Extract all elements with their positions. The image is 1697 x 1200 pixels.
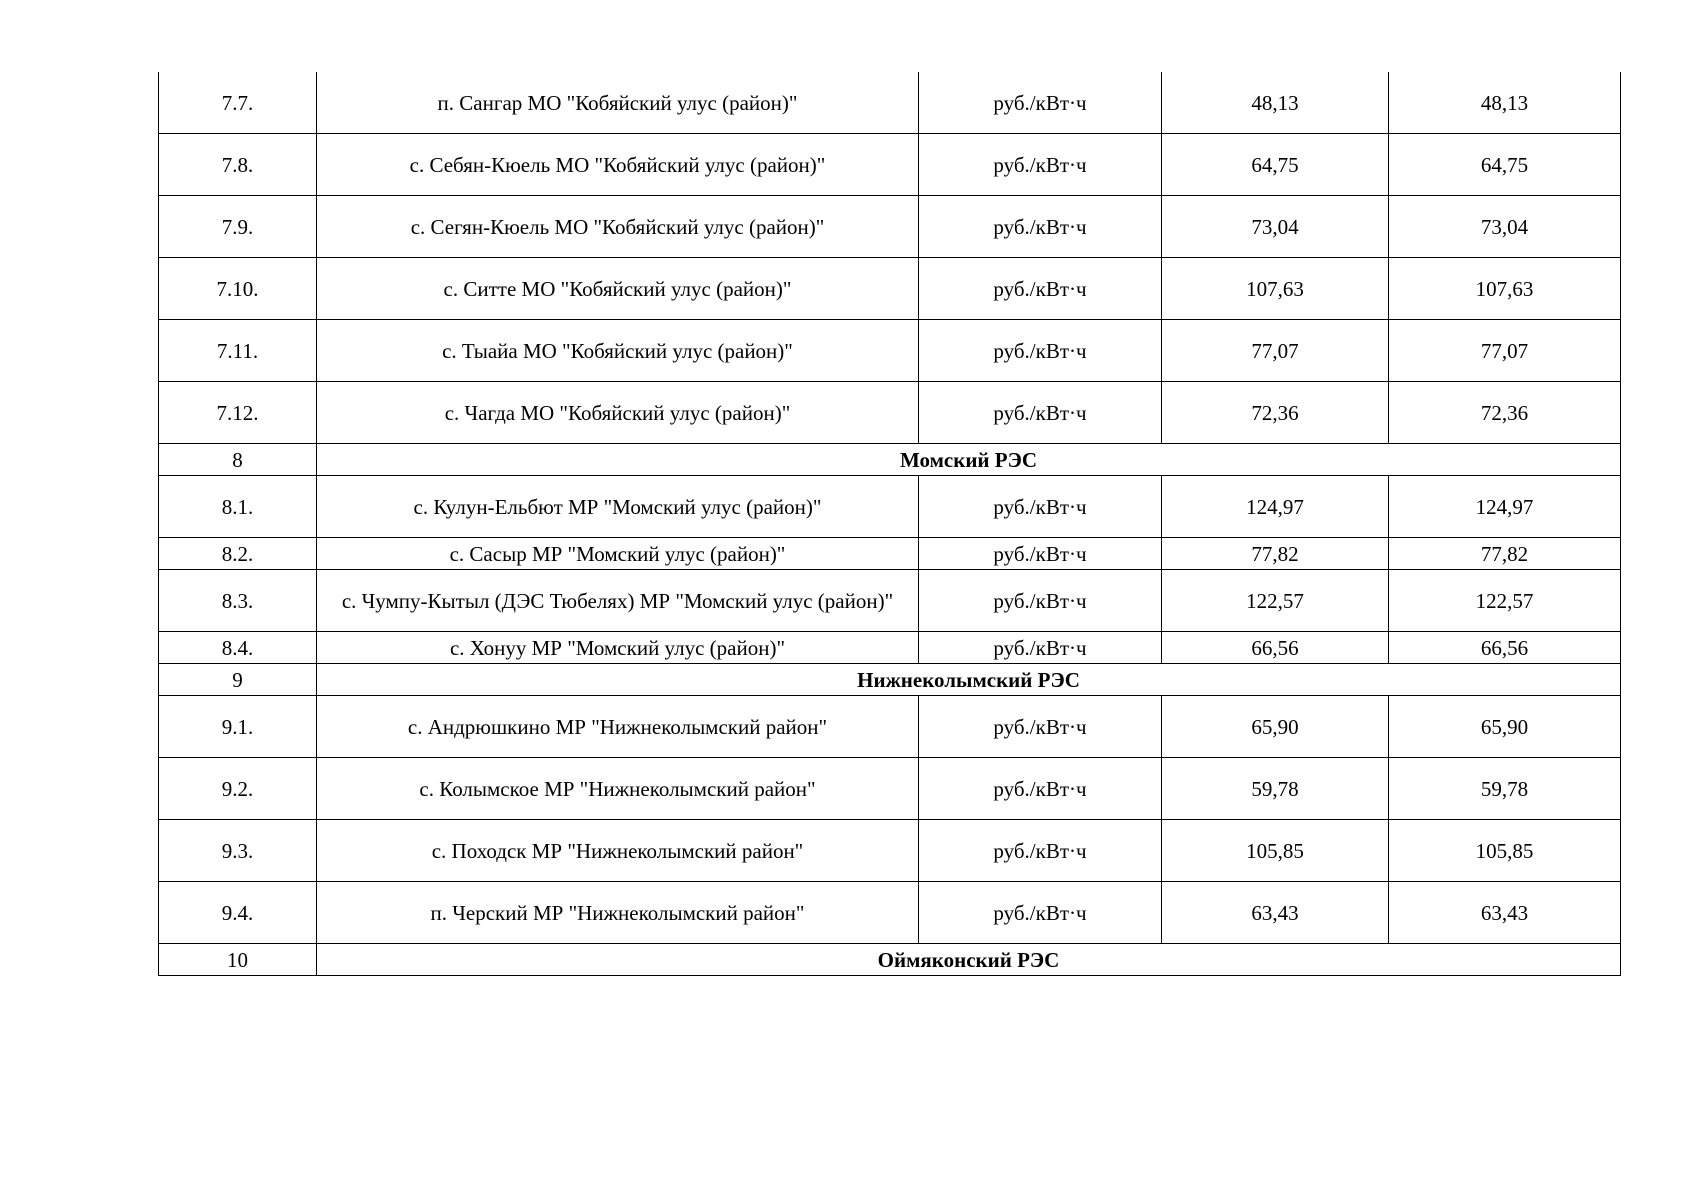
tariff-table bbox=[158, 72, 1621, 976]
unit-cell: руб./кВт·ч bbox=[919, 382, 1162, 444]
tariff-table-body bbox=[159, 72, 1621, 976]
row-number: 7.10. bbox=[159, 258, 317, 320]
unit-cell: руб./кВт·ч bbox=[919, 134, 1162, 196]
tariff-value-1: 65,90 bbox=[1162, 696, 1389, 758]
row-number: 8.1. bbox=[159, 476, 317, 538]
unit-cell: руб./кВт·ч bbox=[919, 696, 1162, 758]
locality-name: с. Андрюшкино МР "Нижнеколымский район" bbox=[317, 696, 919, 758]
table-row bbox=[159, 820, 1621, 882]
unit-cell: руб./кВт·ч bbox=[919, 632, 1162, 664]
tariff-value-2: 105,85 bbox=[1389, 820, 1621, 882]
table-row bbox=[159, 570, 1621, 632]
unit-cell: руб./кВт·ч bbox=[919, 476, 1162, 538]
row-number: 9.1. bbox=[159, 696, 317, 758]
unit-cell: руб./кВт·ч bbox=[919, 758, 1162, 820]
tariff-value-2: 65,90 bbox=[1389, 696, 1621, 758]
locality-name: п. Сангар МО "Кобяйский улус (район)" bbox=[317, 72, 919, 134]
tariff-value-2: 73,04 bbox=[1389, 196, 1621, 258]
table-row bbox=[159, 476, 1621, 538]
section-row bbox=[159, 444, 1621, 476]
locality-name: с. Сасыр МР "Момский улус (район)" bbox=[317, 538, 919, 570]
tariff-value-1: 105,85 bbox=[1162, 820, 1389, 882]
section-title: Оймяконский РЭС bbox=[317, 944, 1621, 976]
row-number: 8.2. bbox=[159, 538, 317, 570]
table-row bbox=[159, 196, 1621, 258]
unit-cell: руб./кВт·ч bbox=[919, 820, 1162, 882]
row-number: 9.4. bbox=[159, 882, 317, 944]
table-row bbox=[159, 382, 1621, 444]
tariff-value-2: 64,75 bbox=[1389, 134, 1621, 196]
table-row bbox=[159, 882, 1621, 944]
locality-name: с. Хонуу МР "Момский улус (район)" bbox=[317, 632, 919, 664]
tariff-value-1: 64,75 bbox=[1162, 134, 1389, 196]
unit-cell: руб./кВт·ч bbox=[919, 196, 1162, 258]
locality-name: с. Сегян-Кюель МО "Кобяйский улус (район)" bbox=[317, 196, 919, 258]
locality-name: с. Чагда МО "Кобяйский улус (район)" bbox=[317, 382, 919, 444]
tariff-value-1: 122,57 bbox=[1162, 570, 1389, 632]
tariff-value-2: 63,43 bbox=[1389, 882, 1621, 944]
row-number: 8.4. bbox=[159, 632, 317, 664]
table-row bbox=[159, 320, 1621, 382]
row-number: 7.9. bbox=[159, 196, 317, 258]
tariff-value-1: 73,04 bbox=[1162, 196, 1389, 258]
tariff-value-1: 77,07 bbox=[1162, 320, 1389, 382]
tariff-value-2: 59,78 bbox=[1389, 758, 1621, 820]
locality-name: с. Кулун-Ельбют МР "Момский улус (район)" bbox=[317, 476, 919, 538]
section-row bbox=[159, 664, 1621, 696]
unit-cell: руб./кВт·ч bbox=[919, 882, 1162, 944]
locality-name: п. Черский МР "Нижнеколымский район" bbox=[317, 882, 919, 944]
tariff-value-2: 107,63 bbox=[1389, 258, 1621, 320]
locality-name: с. Колымское МР "Нижнеколымский район" bbox=[317, 758, 919, 820]
table-row bbox=[159, 758, 1621, 820]
tariff-value-1: 59,78 bbox=[1162, 758, 1389, 820]
tariff-value-1: 107,63 bbox=[1162, 258, 1389, 320]
table-row bbox=[159, 72, 1621, 134]
table-row bbox=[159, 134, 1621, 196]
tariff-value-2: 122,57 bbox=[1389, 570, 1621, 632]
table-row bbox=[159, 632, 1621, 664]
tariff-value-1: 48,13 bbox=[1162, 72, 1389, 134]
unit-cell: руб./кВт·ч bbox=[919, 570, 1162, 632]
locality-name: с. Походск МР "Нижнеколымский район" bbox=[317, 820, 919, 882]
section-number: 9 bbox=[159, 664, 317, 696]
table-row bbox=[159, 538, 1621, 570]
tariff-value-1: 124,97 bbox=[1162, 476, 1389, 538]
row-number: 9.2. bbox=[159, 758, 317, 820]
section-number: 10 bbox=[159, 944, 317, 976]
locality-name: с. Чумпу-Кытыл (ДЭС Тюбелях) МР "Момский улус (район)" bbox=[317, 570, 919, 632]
row-number: 7.11. bbox=[159, 320, 317, 382]
unit-cell: руб./кВт·ч bbox=[919, 72, 1162, 134]
locality-name: с. Ситте МО "Кобяйский улус (район)" bbox=[317, 258, 919, 320]
table-row bbox=[159, 258, 1621, 320]
tariff-value-1: 77,82 bbox=[1162, 538, 1389, 570]
section-title: Момский РЭС bbox=[317, 444, 1621, 476]
table-row bbox=[159, 696, 1621, 758]
locality-name: с. Тыайа МО "Кобяйский улус (район)" bbox=[317, 320, 919, 382]
unit-cell: руб./кВт·ч bbox=[919, 320, 1162, 382]
tariff-value-2: 66,56 bbox=[1389, 632, 1621, 664]
tariff-value-2: 48,13 bbox=[1389, 72, 1621, 134]
section-row bbox=[159, 944, 1621, 976]
tariff-value-2: 124,97 bbox=[1389, 476, 1621, 538]
unit-cell: руб./кВт·ч bbox=[919, 258, 1162, 320]
tariff-value-1: 66,56 bbox=[1162, 632, 1389, 664]
tariff-value-2: 72,36 bbox=[1389, 382, 1621, 444]
tariff-value-1: 72,36 bbox=[1162, 382, 1389, 444]
row-number: 7.12. bbox=[159, 382, 317, 444]
unit-cell: руб./кВт·ч bbox=[919, 538, 1162, 570]
row-number: 7.7. bbox=[159, 72, 317, 134]
section-number: 8 bbox=[159, 444, 317, 476]
row-number: 9.3. bbox=[159, 820, 317, 882]
locality-name: с. Себян-Кюель МО "Кобяйский улус (район)" bbox=[317, 134, 919, 196]
tariff-value-2: 77,82 bbox=[1389, 538, 1621, 570]
tariff-value-2: 77,07 bbox=[1389, 320, 1621, 382]
section-title: Нижнеколымский РЭС bbox=[317, 664, 1621, 696]
tariff-value-1: 63,43 bbox=[1162, 882, 1389, 944]
row-number: 8.3. bbox=[159, 570, 317, 632]
row-number: 7.8. bbox=[159, 134, 317, 196]
